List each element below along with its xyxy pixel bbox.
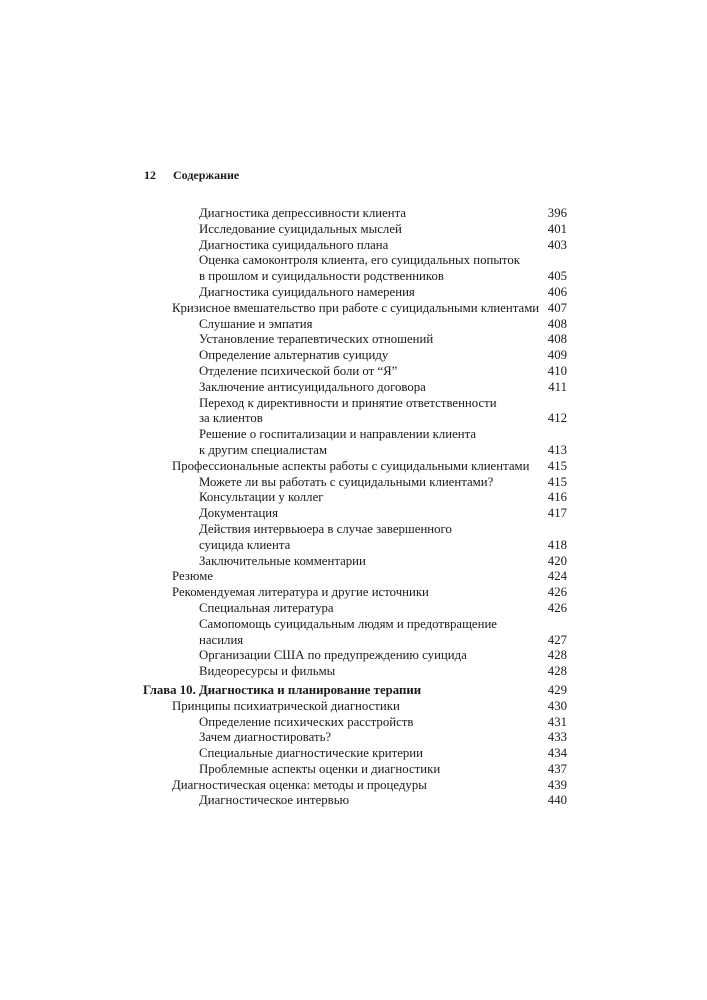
toc-subsection xyxy=(143,762,567,778)
toc-entry-title: Заключительные комментарии xyxy=(199,553,366,568)
toc-section xyxy=(143,459,567,475)
toc-subsection xyxy=(143,348,567,364)
toc-subsection xyxy=(143,730,567,746)
toc-entry-title: Оценка самоконтроля клиента, его суицидальных попыток xyxy=(199,253,520,268)
toc-page-number: 407 xyxy=(547,300,567,315)
toc-page-number: 411 xyxy=(548,379,567,394)
toc-page-number: 439 xyxy=(547,777,567,792)
toc-entry-title: Консультации у коллег xyxy=(199,490,324,505)
toc-page-number: 426 xyxy=(547,585,567,600)
toc-section xyxy=(143,585,567,601)
toc-entry-title: Диагностика суицидального намерения xyxy=(199,284,415,299)
table-of-contents xyxy=(143,206,567,809)
toc-subsection xyxy=(143,222,567,238)
toc-subsection xyxy=(143,317,567,333)
toc-subsection xyxy=(143,648,567,664)
toc-subsection xyxy=(143,475,567,491)
toc-entry-title: Организации США по предупреждению суицида xyxy=(199,648,467,663)
toc-page-number: 428 xyxy=(547,648,567,663)
toc-page-number: 426 xyxy=(547,600,567,615)
toc-subsection xyxy=(143,396,567,412)
toc-chapter xyxy=(143,683,567,699)
toc-entry-title: Видеоресурсы и фильмы xyxy=(199,664,336,679)
toc-subsection xyxy=(143,538,567,554)
toc-page-number: 410 xyxy=(547,363,567,378)
toc-subsection xyxy=(143,793,567,809)
toc-section xyxy=(143,699,567,715)
toc-subsection xyxy=(143,253,567,269)
toc-subsection xyxy=(143,443,567,459)
toc-page-number: 420 xyxy=(547,553,567,568)
toc-section xyxy=(143,301,567,317)
toc-page-number: 415 xyxy=(547,458,567,473)
toc-entry-title: Можете ли вы работать с суицидальными клиентами? xyxy=(199,474,494,489)
toc-entry-title: Самопомощь суицидальным людям и предотвращение xyxy=(199,616,497,631)
running-title: Содержание xyxy=(173,168,240,182)
toc-page-number: 427 xyxy=(547,632,567,647)
toc-entry-title: Заключение антисуицидального договора xyxy=(199,379,426,394)
toc-page-number: 433 xyxy=(547,730,567,745)
toc-subsection xyxy=(143,601,567,617)
toc-entry-title: в прошлом и суицидальности родственников xyxy=(199,269,444,284)
toc-entry-title: суицида клиента xyxy=(199,537,291,552)
toc-page-number: 415 xyxy=(547,474,567,489)
toc-entry-title: Диагностическое интервью xyxy=(199,793,350,808)
toc-subsection xyxy=(143,285,567,301)
running-header xyxy=(144,168,239,183)
toc-subsection xyxy=(143,554,567,570)
toc-page-number: 412 xyxy=(547,411,567,426)
toc-page-number: 396 xyxy=(547,206,567,220)
toc-page-number: 416 xyxy=(547,490,567,505)
toc-page-number: 405 xyxy=(547,269,567,284)
toc-entry-title: Определение альтернатив суициду xyxy=(199,348,389,363)
toc-subsection xyxy=(143,506,567,522)
toc-page-number: 434 xyxy=(547,746,567,761)
toc-page-number: 408 xyxy=(547,316,567,331)
toc-entry-title: за клиентов xyxy=(199,411,263,426)
toc-entry-title: Слушание и эмпатия xyxy=(199,316,313,331)
toc-page-number: 401 xyxy=(547,221,567,236)
toc-entry-title: Определение психических расстройств xyxy=(199,714,414,729)
toc-subsection xyxy=(143,269,567,285)
toc-entry-title: Рекомендуемая литература и другие источники xyxy=(172,585,429,600)
toc-subsection xyxy=(143,664,567,680)
toc-entry-title: Зачем диагностировать? xyxy=(199,730,332,745)
toc-page-number: 437 xyxy=(547,761,567,776)
toc-page-number: 440 xyxy=(547,793,567,808)
toc-subsection xyxy=(143,380,567,396)
toc-entry-title: Документация xyxy=(199,506,279,521)
toc-entry-title: Диагностика депрессивности клиента xyxy=(199,206,407,220)
toc-entry-title: Исследование суицидальных мыслей xyxy=(199,221,402,236)
toc-entry-title: Решение о госпитализации и направлении клиента xyxy=(199,427,477,442)
toc-subsection xyxy=(143,617,567,633)
toc-subsection xyxy=(143,746,567,762)
toc-page-number: 424 xyxy=(547,569,567,584)
toc-subsection xyxy=(143,522,567,538)
toc-subsection xyxy=(143,364,567,380)
toc-entry-title: Глава 10. Диагностика и планирование терапии xyxy=(143,682,422,697)
toc-entry-title: Резюме xyxy=(172,569,214,584)
toc-entry-title: Профессиональные аспекты работы с суицидальными клиентами xyxy=(172,458,530,473)
toc-subsection xyxy=(143,238,567,254)
toc-subsection xyxy=(143,332,567,348)
toc-subsection xyxy=(143,411,567,427)
toc-page-number: 417 xyxy=(547,506,567,521)
toc-entry-title: Установление терапевтических отношений xyxy=(199,332,434,347)
toc-subsection xyxy=(143,206,567,222)
toc-page-number: 406 xyxy=(547,284,567,299)
toc-entry-title: Переход к директивности и принятие ответственности xyxy=(199,395,497,410)
toc-entry-title: насилия xyxy=(199,632,244,647)
toc-entry-title: Отделение психической боли от “Я” xyxy=(199,363,398,378)
toc-subsection xyxy=(143,427,567,443)
toc-page-number: 409 xyxy=(547,348,567,363)
page-number: 12 xyxy=(144,168,156,182)
toc-page-number: 431 xyxy=(547,714,567,729)
toc-subsection xyxy=(143,715,567,731)
toc-entry-title: Проблемные аспекты оценки и диагностики xyxy=(199,761,441,776)
toc-page-number: 418 xyxy=(547,537,567,552)
toc-section xyxy=(143,569,567,585)
toc-entry-title: Диагностическая оценка: методы и процедуры xyxy=(172,777,427,792)
toc-entry-title: к другим специалистам xyxy=(199,442,328,457)
toc-section xyxy=(143,778,567,794)
toc-entry-title: Действия интервьюера в случае завершенного xyxy=(199,521,452,536)
toc-entry-title: Специальная литература xyxy=(199,600,334,615)
toc-entry-title: Кризисное вмешательство при работе с суицидальными клиентами xyxy=(172,300,540,315)
toc-page-number: 408 xyxy=(547,332,567,347)
toc-page-number: 428 xyxy=(547,664,567,679)
toc-page-number: 403 xyxy=(547,237,567,252)
toc-subsection xyxy=(143,490,567,506)
toc-entry-title: Диагностика суицидального плана xyxy=(199,237,389,252)
toc-entry-title: Принципы психиатрической диагностики xyxy=(172,698,400,713)
toc-page-number: 430 xyxy=(547,698,567,713)
toc-page-number: 413 xyxy=(547,442,567,457)
toc-subsection xyxy=(143,633,567,649)
toc-entry-title: Специальные диагностические критерии xyxy=(199,746,423,761)
toc-page-number: 429 xyxy=(547,682,567,697)
